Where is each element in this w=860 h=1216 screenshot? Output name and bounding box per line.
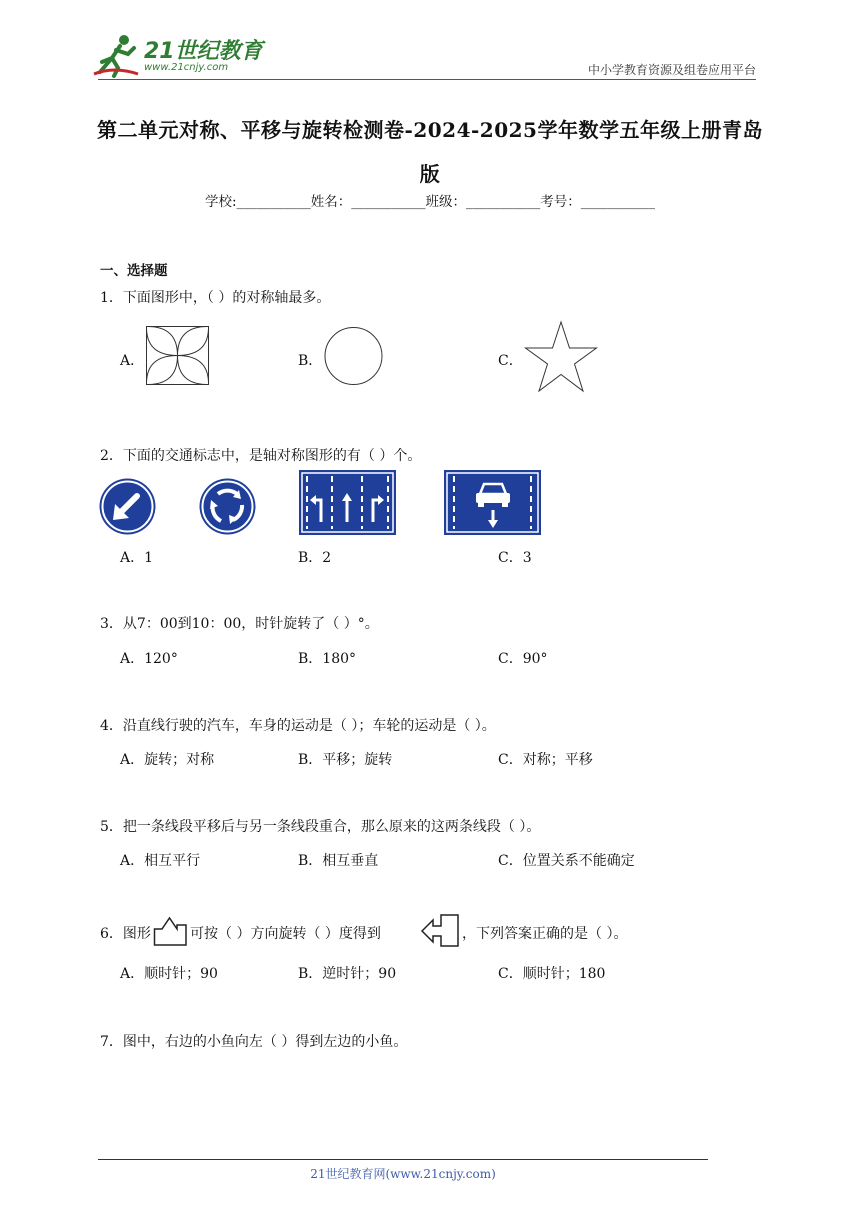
q2-option-c[interactable]: C．3 <box>498 550 532 566</box>
q6-option-b[interactable]: B．逆时针；90 <box>298 966 397 982</box>
question-3: 3．从7：00到10：00，时针旋转了（ ）°。 <box>100 616 379 632</box>
question-7: 7．图中，右边的小鱼向左（ ）得到左边的小鱼。 <box>100 1034 408 1050</box>
car-lane-sign-icon <box>444 470 542 536</box>
q6-option-c[interactable]: C．顺时针；180 <box>498 966 606 982</box>
petal-square-figure <box>146 326 210 386</box>
student-info-line: 学校:___________姓名：___________班级：___________考号：___________ <box>204 194 656 210</box>
roundabout-sign-icon <box>199 478 257 536</box>
footer-text[interactable]: 21世纪教育网(www.21cnjy.com) <box>310 1167 496 1181</box>
q4-option-b[interactable]: B．平移；旋转 <box>298 752 393 768</box>
q5-option-a[interactable]: A．相互平行 <box>120 853 201 869</box>
circle-figure <box>324 327 384 387</box>
q3-option-b[interactable]: B．180° <box>298 651 357 667</box>
question-6-part-2: 可按（ ）方向旋转（ ）度得到 <box>190 926 381 942</box>
runner-logo-icon <box>94 32 140 78</box>
q2-option-a[interactable]: A．1 <box>120 550 154 566</box>
header-divider <box>98 79 756 80</box>
arrow-left-shape-figure <box>421 914 461 948</box>
question-1: 1．下面图形中，（ ）的对称轴最多。 <box>100 290 331 306</box>
platform-name: 中小学教育资源及组卷应用平台 <box>587 63 756 77</box>
logo-url: www.21cnjy.com <box>144 62 229 73</box>
q1-option-a[interactable]: A． <box>120 353 145 369</box>
arrow-up-shape-figure <box>154 914 188 946</box>
q5-option-c[interactable]: C．位置关系不能确定 <box>498 853 635 869</box>
section-title: 一、选择题 <box>100 263 168 279</box>
star-figure <box>524 321 598 393</box>
q1-option-c[interactable]: C． <box>498 353 523 369</box>
keep-left-sign-icon <box>99 478 157 536</box>
lane-direction-sign-icon <box>299 470 397 536</box>
page-title: 第二单元对称、平移与旋转检测卷-2024-2025学年数学五年级上册青岛版 <box>97 118 763 186</box>
logo-text: 21世纪教育 <box>144 39 263 64</box>
q4-option-a[interactable]: A．旋转；对称 <box>120 752 215 768</box>
q3-option-c[interactable]: C．90° <box>498 651 548 667</box>
q5-option-b[interactable]: B．相互垂直 <box>298 853 379 869</box>
question-5: 5．把一条线段平移后与另一条线段重合，那么原来的这两条线段（ ）。 <box>100 819 541 835</box>
logo <box>94 32 264 78</box>
question-4: 4．沿直线行驶的汽车，车身的运动是（ ）；车轮的运动是（ ）。 <box>100 718 496 734</box>
q3-option-a[interactable]: A．120° <box>120 651 178 667</box>
question-6-part-3: ，下列答案正确的是（ ）。 <box>462 926 628 942</box>
footer-divider <box>98 1159 708 1160</box>
question-2: 2．下面的交通标志中，是轴对称图形的有（ ）个。 <box>100 448 422 464</box>
q2-option-b[interactable]: B．2 <box>298 550 332 566</box>
q6-option-a[interactable]: A．顺时针；90 <box>120 966 218 982</box>
q4-option-c[interactable]: C．对称；平移 <box>498 752 593 768</box>
q1-option-b[interactable]: B． <box>298 353 323 369</box>
question-6-part-1: 6．图形 <box>100 926 151 942</box>
